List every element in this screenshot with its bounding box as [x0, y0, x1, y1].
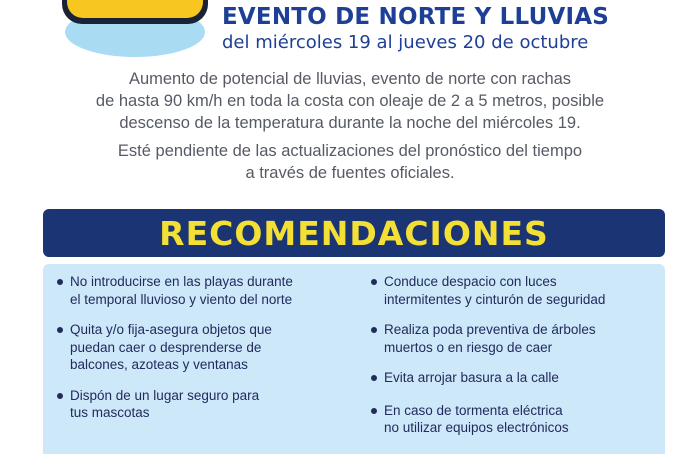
recommendation-item	[55, 321, 355, 374]
recommendation-line: muertos o en riesgo de caer	[384, 339, 553, 355]
bullet-icon	[371, 408, 377, 414]
recommendation-item	[369, 321, 659, 356]
forecast-description	[20, 68, 680, 134]
bullet-icon	[371, 279, 377, 285]
notice-line: Esté pendiente de las actualizaciones del pronóstico del tiempo	[117, 142, 583, 160]
notice-line: a través de fuentes oficiales.	[245, 164, 455, 182]
recommendation-item	[55, 273, 355, 308]
bullet-icon	[57, 327, 63, 333]
event-title: EVENTO DE NORTE Y LLUVIAS	[222, 4, 609, 30]
recommendation-line: En caso de tormenta eléctrica	[384, 402, 563, 418]
bullet-icon	[57, 279, 63, 285]
recommendations-title: RECOMENDACIONES	[159, 213, 549, 253]
recommendation-line: puedan caer o desprenderse de	[70, 339, 262, 355]
recommendation-item	[369, 369, 659, 387]
recommendation-line: Realiza poda preventiva de árboles	[384, 322, 596, 337]
forecast-line: Aumento de potencial de lluvias, evento de norte con rachas	[128, 70, 572, 88]
recommendations-right-column	[369, 273, 659, 450]
forecast-line: de hasta 90 km/h en toda la costa con oleaje de 2 a 5 metros, posible	[95, 92, 605, 110]
official-sources-notice	[20, 140, 680, 184]
recommendations-panel	[43, 264, 665, 454]
recommendations-left-column	[55, 273, 355, 435]
recommendation-line: Evita arrojar basura a la calle	[384, 370, 559, 385]
recommendation-item	[55, 387, 355, 422]
bullet-icon	[371, 327, 377, 333]
recommendation-item	[369, 402, 659, 437]
recommendations-banner	[43, 209, 665, 257]
recommendation-line: no utilizar equipos electrónicos	[384, 420, 569, 435]
recommendation-line: Quita y/o fija-asegura objetos que	[70, 322, 272, 337]
recommendation-line: intermitentes y cinturón de seguridad	[384, 291, 606, 307]
recommendation-line: Conduce despacio con luces	[384, 274, 557, 289]
recommendation-line: No introducirse en las playas durante	[70, 274, 293, 289]
warning-badge-icon	[60, 0, 210, 60]
recommendation-line: Dispón de un lugar seguro para	[70, 387, 260, 403]
forecast-line: descenso de la temperatura durante la noche del miércoles 19.	[119, 114, 581, 132]
recommendation-line: balcones, azoteas y ventanas	[70, 357, 248, 372]
recommendation-line: el temporal lluvioso y viento del norte	[70, 291, 293, 307]
event-dates: del miércoles 19 al jueves 20 de octubre	[222, 32, 589, 53]
bullet-icon	[57, 393, 63, 399]
recommendation-line: tus mascotas	[70, 405, 150, 420]
bullet-icon	[371, 375, 377, 381]
recommendation-item	[369, 273, 659, 308]
